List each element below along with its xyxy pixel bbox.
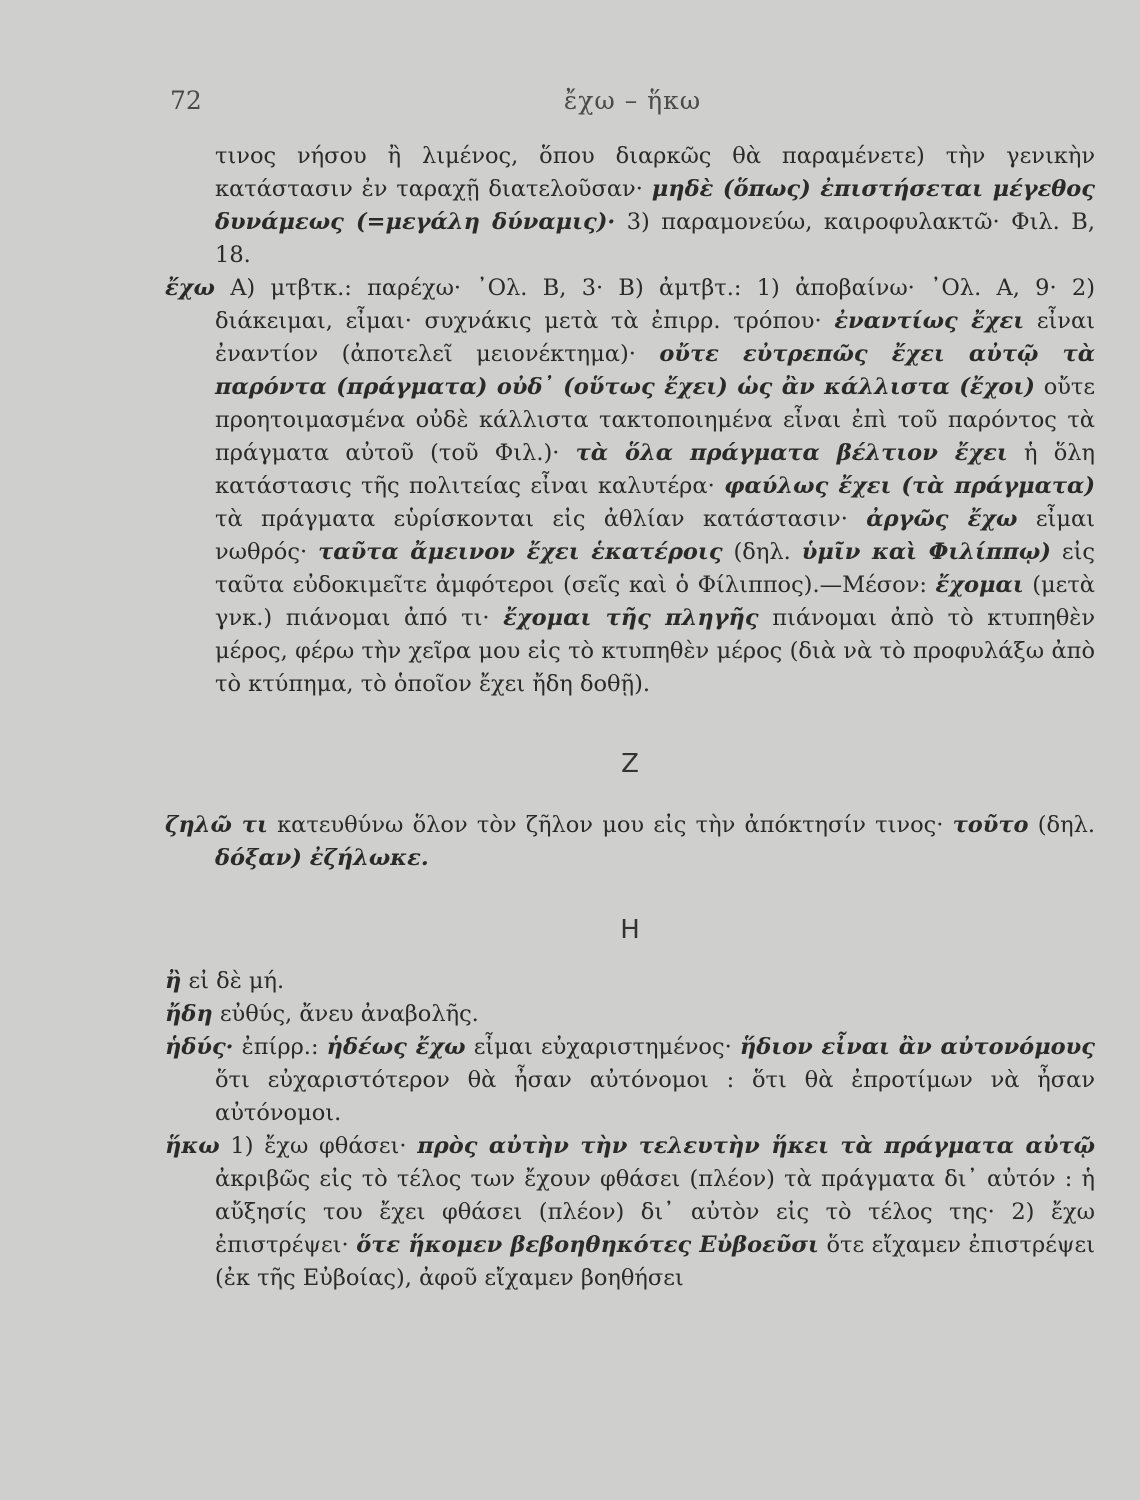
entry-hedys: ἡδύς· ἐπίρρ.: ἡδέως ἔχω εἶμαι εὐχαριστημένος· ἥδιον εἶναι ἂν αὐτονόμους ὅτι εὐχαριστότερον θὰ ἦσαν αὐτόνομοι : ὅτι θὰ ἐπροτίμων νὰ ἦσαν αὐτόνομοι. (165, 1034, 1095, 1126)
example-phrase: φαύλως ἔχει (τὰ πράγματα) (724, 473, 1095, 499)
example-phrase: ἥδιον εἶναι ἂν αὐτονόμους (739, 1034, 1095, 1060)
headword: ἤδη (165, 1001, 213, 1027)
example-phrase: ὑμῖν καὶ Φιλίππῳ) (801, 539, 1051, 565)
headword: ζηλῶ τι (165, 812, 268, 838)
example-phrase: ἔχομαι τῆς πληγῆς (503, 605, 759, 631)
example-phrase: πρὸς αὐτὴν τὴν τελευτὴν ἥκει τὰ πράγματα αὐτῷ (417, 1133, 1096, 1159)
entry-ede: ἤδη εὐθύς, ἄνευ ἀναβολῆς. (165, 1001, 479, 1027)
page-body (165, 140, 1095, 1295)
page-header (170, 82, 1095, 122)
page-number: 72 (170, 86, 202, 115)
example-phrase: δόξαν) ἐζήλωκε. (215, 845, 429, 871)
headword: ἔχω (165, 275, 215, 301)
headword: ἥκω (165, 1133, 220, 1159)
entry-continuation: τινος νήσου ἢ λιμένος, ὅπου διαρκῶς θὰ παραμένετε) τὴν γενικὴν κατάστασιν ἐν ταραχῇ διατελοῦσαν· μηδὲ (ὅπως) ἐπιστήσεται μέγεθος δυνάμεως (=μεγάλη δύναμις)· 3) παραμονεύω, καιροφυλακτῶ· Φιλ. Β, 18. (215, 143, 1095, 268)
running-title: ἔχω – ἥκω (563, 86, 702, 115)
example-phrase: τὰ ὅλα πράγματα βέλτιον ἔχει (575, 440, 1008, 466)
example-phrase: ἐναντίως ἔχει (834, 308, 1025, 334)
entry-echo: ἔχω Α) μτβτκ.: παρέχω· ᾿Ολ. Β, 3· Β) ἀμτβτ.: 1) ἀποβαίνω· ᾿Ολ. Α, 9· 2) διάκειμαι, εἶμαι· συχνάκις μετὰ τὰ ἐπιρρ. τρόπου· ἐναντίως ἔχει εἶναι ἐναντίον (ἀποτελεῖ μειονέκτημα)· οὔτε εὐτρεπῶς ἔχει αὐτῷ τὰ παρόντα (πράγματα) οὐδ᾿ (οὕτως ἔχει) ὡς ἂν κάλλιστα (ἔχοι) οὔτε προητοιμασμένα οὐδὲ κάλλιστα τακτοποιημένα εἶναι ἐπὶ τοῦ παρόντος τὰ πράγματα αὐτοῦ (τοῦ Φιλ.)· τὰ ὅλα πράγματα βέλτιον ἔχει ἡ ὅλη κατάστασις τῆς πολιτείας εἶναι καλυτέρα· φαύλως ἔχει (τὰ πράγματα) τὰ πράγματα εὑρίσκονται εἰς ἀθλίαν κατάστασιν· ἀργῶς ἔχω εἶμαι νωθρός· ταῦτα ἄμεινον ἔχει ἑκατέροις (δηλ. ὑμῖν καὶ Φιλίππῳ) εἰς ταῦτα εὐδοκιμεῖτε ἀμφότεροι (σεῖς καὶ ὁ Φίλιππος).—Μέσον: ἔχομαι (μετὰ γνκ.) πιάνομαι ἀπό τι· ἔχομαι τῆς πληγῆς πιάνομαι ἀπὸ τὸ κτυπηθὲν μέρος, φέρω τὴν χεῖρα μου εἰς τὸ κτυπηθὲν μέρος (διὰ νὰ τὸ προφυλάξω ἀπὸ τὸ κτύπημα, τὸ ὁποῖον ἔχει ἤδη δοθῇ). (165, 275, 1096, 697)
section-letter-z: Z (621, 749, 639, 779)
example-phrase: ἀργῶς ἔχω (866, 506, 1018, 532)
entry-zelo: ζηλῶ τι κατευθύνω ὅλον τὸν ζῆλον μου εἰς τὴν ἀπόκτησίν τινος· τοῦτο (δηλ. δόξαν) ἐζήλωκε. (165, 812, 1095, 871)
example-phrase: οὔτε εὐτρεπῶς ἔχει αὐτῷ τὰ παρόντα (πράγματα) οὐδ᾿ (οὕτως ἔχει) ὡς ἂν κάλλιστα (ἔχοι) (215, 341, 1096, 400)
example-phrase: ἔχομαι (935, 572, 1024, 598)
example-phrase: ταῦτα ἄμεινον ἔχει ἑκατέροις (318, 539, 723, 565)
example-phrase: ὅτε ἥκομεν βεβοηθηκότες Εὐβοεῦσι (356, 1232, 819, 1258)
example-phrase: μηδὲ (ὅπως) ἐπιστήσεται μέγεθος δυνάμεως (=μεγάλη δύναμις)· (215, 176, 1095, 235)
section-letter-h: H (620, 915, 640, 945)
headword: ἡδύς· (165, 1034, 234, 1060)
entry-heko: ἥκω 1) ἔχω φθάσει· πρὸς αὐτὴν τὴν τελευτὴν ἥκει τὰ πράγματα αὐτῷ ἀκριβῶς εἰς τὸ τέλος των ἔχουν φθάσει (πλέον) τὰ πράγματα δι᾿ αὐτόν : ἡ αὔξησίς του ἔχει φθάσει (πλέον) δι᾿ αὐτὸν εἰς τὸ τέλος της· 2) ἔχω ἐπιστρέψει· ὅτε ἥκομεν βεβοηθηκότες Εὐβοεῦσι ὅτε εἴχαμεν ἐπιστρέψει (ἐκ τῆς Εὐβοίας), ἀφοῦ εἴχαμεν βοηθήσει (165, 1133, 1096, 1291)
example-phrase: τοῦτο (952, 812, 1029, 838)
entry-ei: ἢ εἰ δὲ μή. (165, 968, 285, 994)
example-phrase: ἡδέως ἔχω (326, 1034, 466, 1060)
headword: ἢ (165, 968, 182, 994)
